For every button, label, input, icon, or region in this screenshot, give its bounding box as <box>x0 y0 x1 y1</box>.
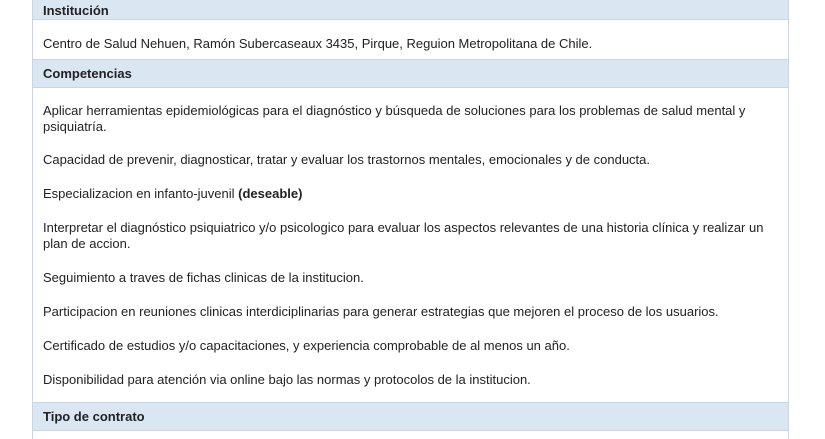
competencia-item: Aplicar herramientas epidemiológicas para el diagnóstico y búsqueda de soluciones para los problemas de salud mental y psiquiatría. <box>43 103 746 134</box>
deseable-tag: (deseable) <box>238 186 303 201</box>
competencia-item: Seguimiento a traves de fichas clinicas de la institucion. <box>43 270 364 285</box>
competencia-item: Capacidad de prevenir, diagnosticar, tratar y evaluar los trastornos mentales, emocionales y de conducta. <box>43 152 651 167</box>
institution-address: Centro de Salud Nehuen, Ramón Subercaseaux 3435, Pirque, Reguion Metropolitana de Chile. <box>43 36 593 51</box>
section-heading-label: Competencias <box>43 66 132 81</box>
section-body-competencias <box>33 88 788 402</box>
section-heading-label: Institución <box>43 2 109 18</box>
competencia-item-deseable <box>43 186 778 202</box>
competencia-item: Disponibilidad para atención via online bajo las normas y protocolos de la institucion. <box>43 372 531 387</box>
job-details-table <box>32 0 789 439</box>
section-heading-label: Tipo de contrato <box>43 409 145 424</box>
competencia-item: Interpretar el diagnóstico psiquiatrico y/o psicologico para evaluar los aspectos relevantes de una historia clínica y realizar un plan de accion. <box>43 220 764 251</box>
section-heading-tipo-de-contrato <box>33 402 788 431</box>
competencia-item: Participacion en reuniones clinicas interdiciplinarias para generar estrategias que mejoren el proceso de los usuarios. <box>43 304 719 319</box>
competencia-item: Certificado de estudios y/o capacitaciones, y experiencia comprobable de al menos un año. <box>43 338 570 353</box>
section-body-institucion <box>33 20 788 54</box>
section-heading-competencias <box>33 59 788 88</box>
section-heading-institucion <box>33 0 788 20</box>
competencia-text: Especializacion en infanto-juvenil <box>43 186 239 201</box>
